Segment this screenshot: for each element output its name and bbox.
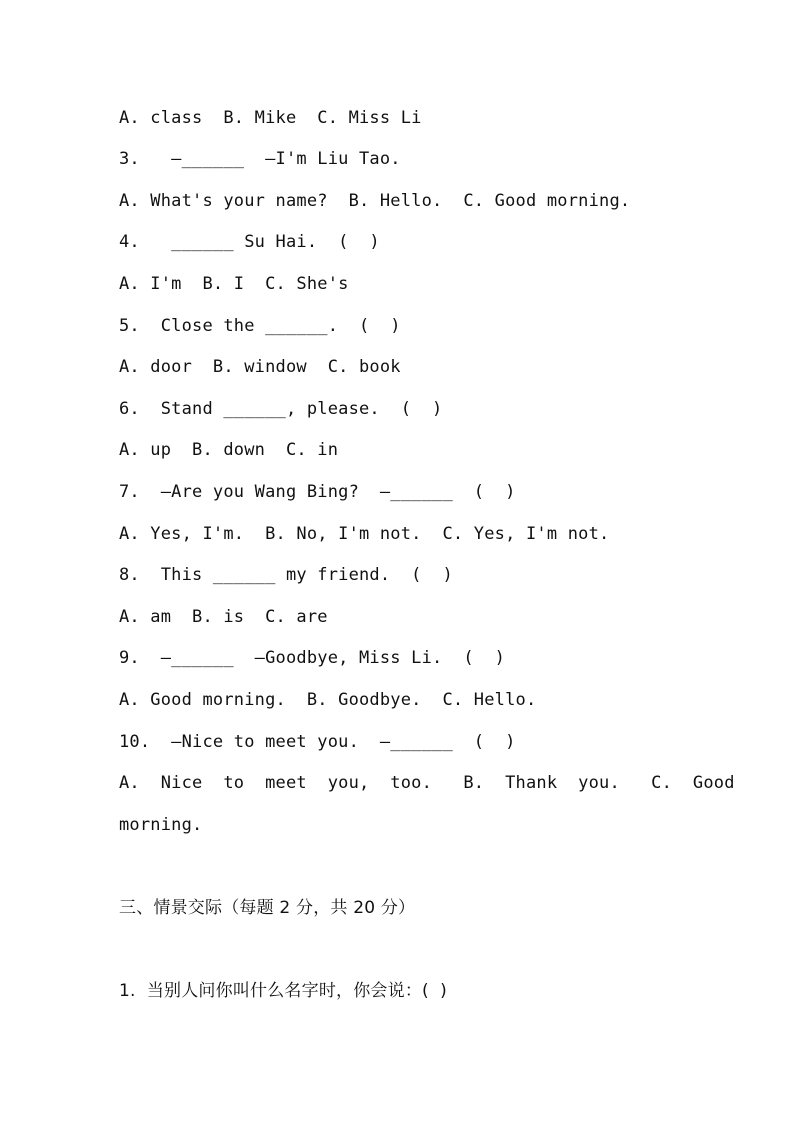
- question-9: 9. —______ —Goodbye, Miss Li. ( ): [119, 648, 506, 668]
- question-8: 8. This ______ my friend. ( ): [119, 565, 453, 585]
- q6-options: A. up B. down C. in: [119, 440, 339, 460]
- q10-options: A. Nice to meet you, too. B. Thank you. C. Good: [119, 773, 735, 793]
- question-5: 5. Close the ______. ( ): [119, 316, 401, 336]
- question-7: 7. —Are you Wang Bing? —______ ( ): [119, 482, 516, 502]
- section-3-heading: 三、情景交际（每题 2 分，共 20 分）: [119, 898, 416, 918]
- question-3: 3. —______ —I'm Liu Tao.: [119, 149, 401, 169]
- section-3-question-1: 1. 当别人问你叫什么名字时，你会说：( ): [119, 981, 447, 1001]
- q2-options: A. class B. Mike C. Miss Li: [119, 108, 422, 128]
- q4-options: A. I'm B. I C. She's: [119, 274, 349, 294]
- q9-options: A. Good morning. B. Goodbye. C. Hello.: [119, 690, 537, 710]
- question-4: 4. ______ Su Hai. ( ): [119, 232, 380, 252]
- q10-options-continued: morning.: [119, 815, 203, 835]
- question-10: 10. —Nice to meet you. —______ ( ): [119, 732, 516, 752]
- q8-options: A. am B. is C. are: [119, 607, 328, 627]
- q3-options: A. What's your name? B. Hello. C. Good morning.: [119, 191, 631, 211]
- q7-options: A. Yes, I'm. B. No, I'm not. C. Yes, I'm not.: [119, 524, 610, 544]
- q5-options: A. door B. window C. book: [119, 357, 401, 377]
- question-6: 6. Stand ______, please. ( ): [119, 399, 443, 419]
